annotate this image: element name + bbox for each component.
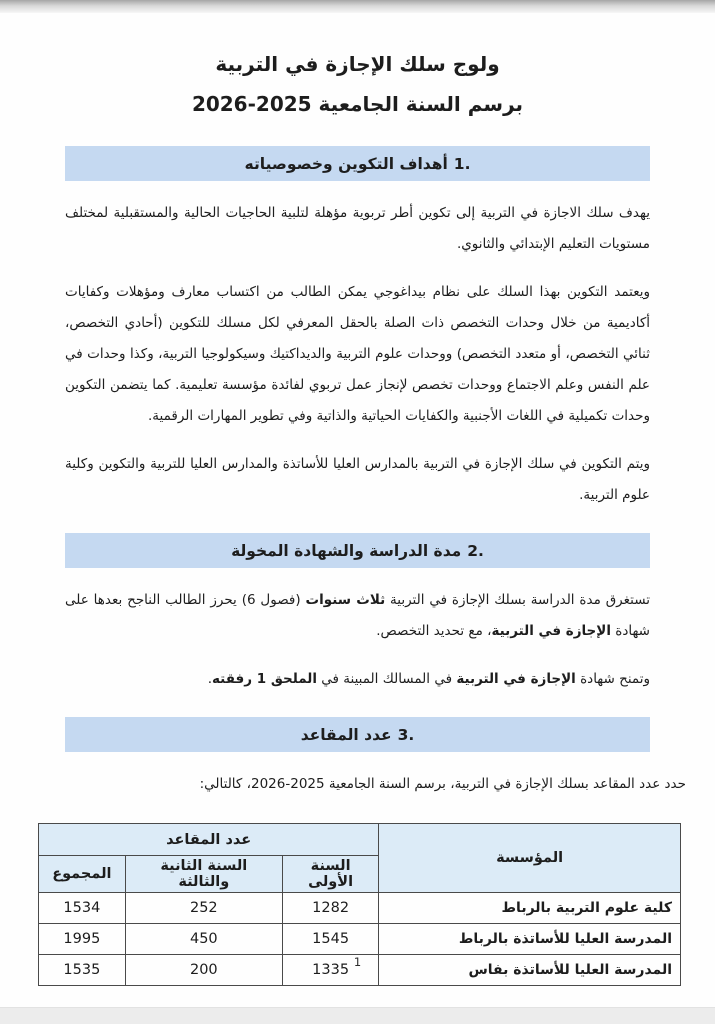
text-segment: الملحق 1 رفقته [212, 671, 317, 687]
text-segment: حدد عدد المقاعد بسلك الإجازة في التربية، برسم السنة الجامعية 2025-2026، كالتالي: [199, 776, 686, 792]
header-year1: السنة الأولى [282, 856, 378, 893]
total-cell: 1535 [39, 955, 126, 986]
section-2-number: 2. [467, 541, 484, 560]
page-number: 1 [353, 955, 362, 969]
text-segment: ويعتمد التكوين بهذا السلك على نظام بيداغوجي يمكن الطالب من اكتساب معارف ومؤهلات وكفايات أكاديمية من خلال وحدات التخصص ذات الصلة بالحقل المعرفي لكل مسلك للتكوين (أحادي التخصص، ثنائي التخصص، أو متعدد التخصص) ووحدات علوم التربية والديداكتيك وسيكولوجيا التربية، وكذا وحدات في علم النفس وعلم الاجتماع ووحدات تخصص لإنجاز عمل تربوي لفائدة مؤسسة تعليمية. كما يتضمن التكوين وحدات تكميلية في اللغات الأجنبية والكفايات الحياتية والذاتية وفي تطوير المهارات الرقمية. [65, 284, 650, 424]
table-row [39, 924, 681, 955]
text-segment: (6 فصول) [241, 592, 301, 608]
section-header-1 [65, 146, 650, 181]
header-seats-group: عدد المقاعد [39, 824, 379, 856]
section-2-title: مدة الدراسة والشهادة المخولة [231, 541, 462, 560]
institution-cell: المدرسة العليا للأساتذة بفاس [379, 955, 681, 986]
paragraph [65, 664, 650, 695]
section-1-title: أهداف التكوين وخصوصياته [244, 154, 448, 173]
header-institution: المؤسسة [379, 824, 681, 893]
paragraph [65, 585, 650, 647]
seats-table-head [39, 824, 681, 893]
header-total: المجموع [39, 856, 126, 893]
year1-cell: 1335 [282, 955, 378, 986]
text-segment: الإجازة في التربية [456, 671, 576, 687]
paragraph [65, 277, 650, 432]
document-title-line1: ولوج سلك الإجازة في التربية [215, 52, 500, 76]
text-segment: ، مع تحديد التخصص. [376, 623, 492, 639]
section-1-number: 1. [453, 154, 471, 173]
year23-cell: 200 [125, 955, 282, 986]
section-3-title: عدد المقاعد [300, 725, 392, 744]
paragraph [65, 449, 650, 511]
text-segment: تستغرق مدة الدراسة بسلك الإجازة في التربية [385, 592, 650, 608]
document-title-line2: برسم السنة الجامعية 2025-2026 [191, 92, 524, 116]
text-segment: يهدف سلك الاجازة في التربية إلى تكوين أطر تربوية مؤهلة لتلبية الحاجيات الحالية والمستقبلية لمختلف مستويات التعليم الإبتدائي والثانوي. [65, 205, 650, 252]
section-header-3 [65, 717, 650, 752]
text-segment: الإجازة في التربية [491, 623, 611, 639]
year1-cell: 1282 [282, 893, 378, 924]
text-segment: يحرز الطالب الناجح بعدها على شهادة [65, 592, 650, 639]
total-cell: 1534 [39, 893, 126, 924]
text-segment: ويتم التكوين في سلك الإجازة في التربية بالمدارس العليا للأساتذة والمدارس العليا للتربية والتكوين وكلية علوم التربية. [65, 456, 650, 503]
year23-cell: 450 [125, 924, 282, 955]
total-cell: 1995 [39, 924, 126, 955]
section-header-2 [65, 533, 650, 568]
scan-top-edge [0, 0, 715, 13]
institution-cell: كلية علوم التربية بالرباط [379, 893, 681, 924]
year1-cell: 1545 [282, 924, 378, 955]
text-segment: وتمنح شهادة [575, 671, 650, 687]
header-year23: السنة الثانية والثالثة [125, 856, 282, 893]
text-segment: ثلاث سنوات [305, 592, 386, 608]
text-segment: في المسالك المبينة في [317, 671, 457, 687]
seats-table-body [39, 893, 681, 986]
paragraph [65, 198, 650, 260]
scan-bottom-edge [0, 1007, 715, 1024]
paragraph [61, 769, 686, 800]
table-row [39, 893, 681, 924]
year23-cell: 252 [125, 893, 282, 924]
section-3-number: 3. [397, 725, 415, 744]
text-segment: . [207, 671, 212, 687]
institution-cell: المدرسة العليا للأساتذة بالرباط [379, 924, 681, 955]
